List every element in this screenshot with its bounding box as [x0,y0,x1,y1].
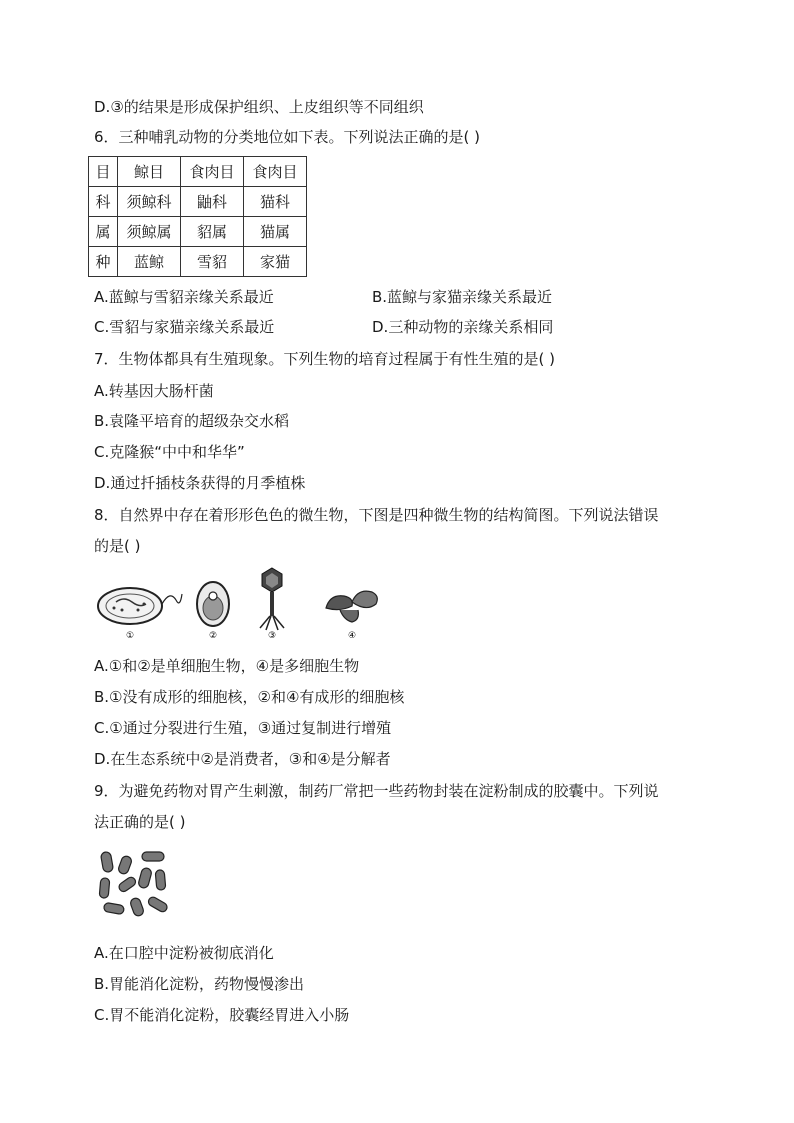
q8-option-b: B.①没有成形的细胞核，②和④有成形的细胞核 [94,688,405,706]
table-row [89,247,307,277]
q7-option-a: A.转基因大肠杆菌 [94,382,214,400]
q6-option-a: A.蓝鲸与雪貂亲缘关系最近 [94,288,274,306]
q9-stem-line1: 9．为避免药物对胃产生刺激，制药厂常把一些药物封装在淀粉制成的胶囊中。下列说 [94,782,659,800]
table-cell: 鼬科 [181,187,244,217]
q6-stem: 6．三种哺乳动物的分类地位如下表。下列说法正确的是( ) [94,128,481,146]
table-cell: 家猫 [244,247,307,277]
q7-option-b: B.袁隆平培育的超级杂交水稻 [94,412,290,430]
figure-label: ② [208,631,218,641]
q7-stem: 7．生物体都具有生殖现象。下列生物的培育过程属于有性生殖的是( ) [94,350,556,368]
classification-table [88,156,307,277]
table-cell: 猫属 [244,217,307,247]
q8-option-c: C.①通过分裂进行生殖，③通过复制进行增殖 [94,719,392,737]
table-row [89,187,307,217]
capsules-figure [96,848,172,924]
q6-option-c: C.雪貂与家猫亲缘关系最近 [94,318,275,336]
table-cell: 须鲸属 [118,217,181,247]
yeast-drawing [197,582,229,626]
figure-label: ① [125,631,135,641]
q8-option-d: D.在生态系统中②是消费者，③和④是分解者 [94,750,391,768]
q9-stem-line2: 法正确的是( ) [94,813,186,831]
table-cell: 食肉目 [181,157,244,187]
table-cell: 须鲸科 [118,187,181,217]
virus-drawing [260,568,284,630]
table-cell: 雪貂 [181,247,244,277]
table-cell: 貂属 [181,217,244,247]
q7-option-d: D.通过扦插枝条获得的月季植株 [94,474,306,492]
q9-option-a: A.在口腔中淀粉被彻底消化 [94,944,274,962]
figure-label: ④ [347,631,357,641]
table-cell: 种 [89,247,118,277]
table-cell: 食肉目 [244,157,307,187]
q5-option-d: D.③的结果是形成保护组织、上皮组织等不同组织 [94,98,424,116]
q6-option-b: B.蓝鲸与家猫亲缘关系最近 [372,288,553,306]
table-cell: 猫科 [244,187,307,217]
microorganism-figure [94,566,394,642]
table-cell: 属 [89,217,118,247]
mushroom-drawing [326,591,377,622]
q6-option-d: D.三种动物的亲缘关系相同 [372,318,554,336]
table-cell: 目 [89,157,118,187]
q8-stem-line2: 的是( ) [94,537,141,555]
table-cell: 蓝鲸 [118,247,181,277]
q8-stem-line1: 8．自然界中存在着形形色色的微生物，下图是四种微生物的结构简图。下列说法错误 [94,506,659,524]
q9-option-c: C.胃不能消化淀粉，胶囊经胃进入小肠 [94,1006,350,1024]
q8-option-a: A.①和②是单细胞生物，④是多细胞生物 [94,657,360,675]
table-row [89,157,307,187]
bacterium-drawing [98,588,182,624]
table-row [89,217,307,247]
table-cell: 鲸目 [118,157,181,187]
table-cell: 科 [89,187,118,217]
q9-option-b: B.胃能消化淀粉，药物慢慢渗出 [94,975,305,993]
q7-option-c: C.克隆猴“中中和华华” [94,443,245,461]
figure-label: ③ [267,631,277,641]
